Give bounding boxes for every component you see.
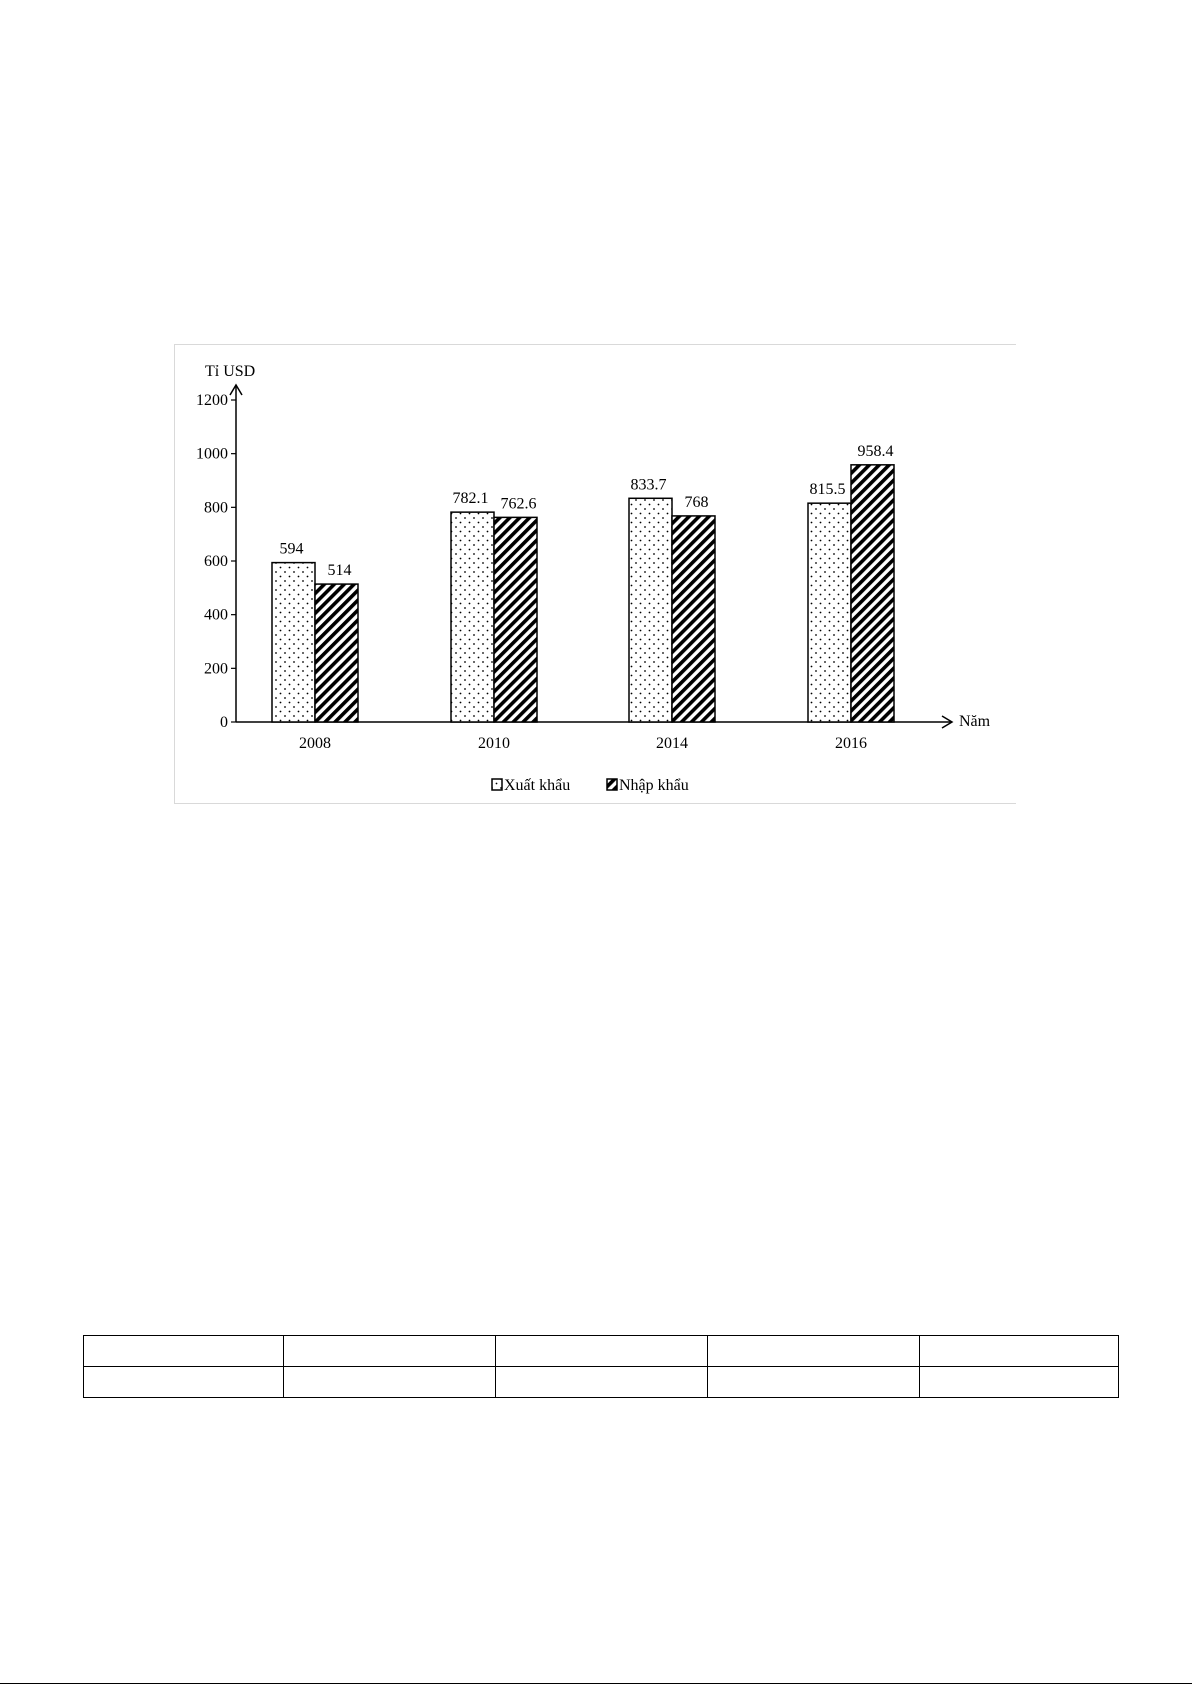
- answer-table: [83, 1335, 1119, 1398]
- data-label: 514: [327, 562, 352, 580]
- legend-item-export: [492, 777, 570, 794]
- data-label: 815.5: [809, 481, 846, 499]
- data-label: 958.4: [857, 442, 894, 460]
- legend-item-import: [607, 777, 689, 794]
- y-tick-label: 1000: [196, 445, 228, 463]
- x-tick-label: 2008: [299, 735, 331, 752]
- chart-frame: [174, 344, 1016, 804]
- bar-export-2010: [451, 512, 494, 722]
- y-tick-label: 600: [204, 553, 228, 570]
- table-cell: [920, 1367, 1119, 1398]
- bar-import-2008: [315, 584, 358, 722]
- table-cell: [920, 1336, 1119, 1367]
- bar-import-2010: [494, 517, 537, 722]
- x-tick-labels: [299, 735, 867, 752]
- x-tick-label: 2016: [835, 735, 867, 752]
- x-axis-title: Năm: [959, 713, 991, 730]
- table-cell: [284, 1367, 496, 1398]
- data-label: 762.6: [500, 495, 537, 513]
- table-cell: [496, 1367, 708, 1398]
- y-tick-label: 200: [204, 660, 228, 678]
- table-cell: [708, 1367, 920, 1398]
- y-tick-label: 800: [204, 499, 228, 517]
- bar-import-2016: [851, 465, 894, 722]
- table-row: [84, 1336, 1119, 1367]
- x-tick-label: 2014: [656, 735, 688, 752]
- y-tick-label: 1200: [196, 392, 228, 409]
- data-label: 833.7: [630, 476, 667, 494]
- legend-swatch-import: [607, 779, 617, 790]
- export-import-bar-chart: [175, 345, 1017, 805]
- data-label: 782.1: [452, 490, 489, 508]
- table-cell: [496, 1336, 708, 1367]
- y-axis-title: Tỉ USD: [205, 363, 256, 380]
- table-row: [84, 1367, 1119, 1398]
- table-cell: [84, 1367, 284, 1398]
- bar-export-2014: [629, 498, 672, 722]
- data-label: 768: [684, 493, 709, 511]
- legend-swatch-export: [492, 779, 502, 790]
- y-tick-label: 0: [220, 714, 228, 731]
- bar-export-2008: [272, 563, 315, 722]
- chart-bars: [272, 465, 894, 722]
- chart-legend: [492, 777, 689, 794]
- x-tick-label: 2010: [478, 735, 510, 752]
- bar-import-2014: [672, 516, 715, 722]
- legend-label-export: Xuất khẩu: [504, 777, 571, 794]
- legend-label-import: Nhập khẩu: [619, 777, 689, 794]
- y-tick-label: 400: [204, 606, 228, 624]
- table-cell: [708, 1336, 920, 1367]
- y-tick-labels: [196, 392, 228, 731]
- data-labels: [280, 443, 894, 579]
- data-label: 594: [279, 540, 304, 558]
- bar-export-2016: [808, 503, 851, 722]
- table-cell: [284, 1336, 496, 1367]
- table-cell: [84, 1336, 284, 1367]
- page-bottom-rule: [0, 1683, 1192, 1684]
